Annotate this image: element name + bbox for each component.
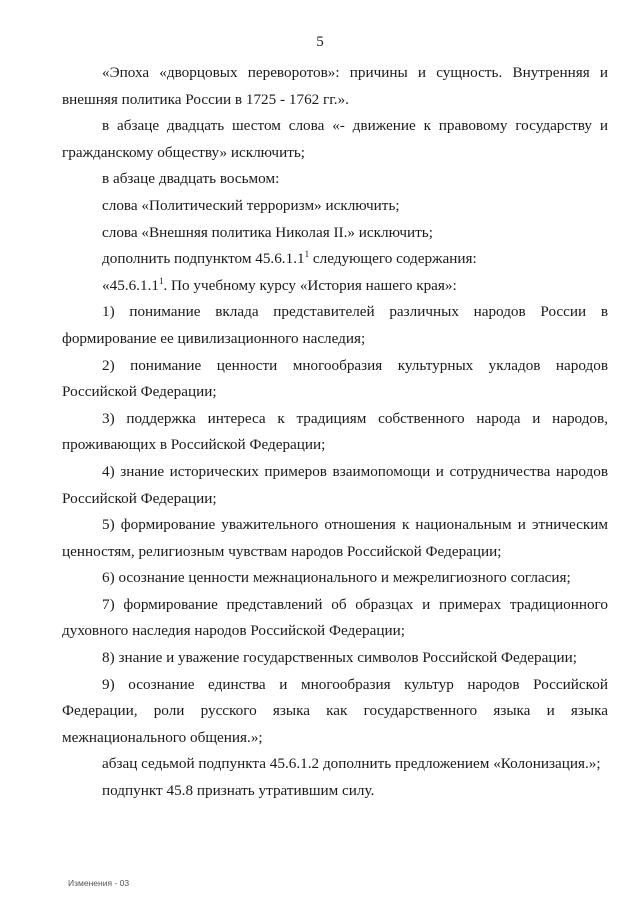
paragraph xyxy=(62,273,608,300)
paragraph: «Эпоха «дворцовых переворотов»: причины и сущность. Внутренняя и внешняя политика России в 1725 - 1762 гг.». xyxy=(62,64,608,108)
paragraph: в абзаце двадцать шестом слова «- движение к правовому государству и гражданскому обществу» исключить; xyxy=(62,117,608,161)
paragraph: слова «Внешняя политика Николая II.» исключить; xyxy=(102,223,433,241)
paragraph: слова «Политический терроризм» исключить; xyxy=(102,196,400,214)
list-item: 7) формирование представлений об образцах и примерах традиционного духовного наследия народов Российской Федерации; xyxy=(62,595,608,640)
paragraph-text: . По учебному курсу «История нашего края»: xyxy=(163,276,457,294)
footer-label: Изменения - 03 xyxy=(68,878,130,888)
paragraph: в абзаце двадцать восьмом: xyxy=(102,170,280,188)
list-item: 6) осознание ценности межнационального и межрелигиозного согласия; xyxy=(102,569,571,587)
superscript: 1 xyxy=(158,275,164,286)
paragraph xyxy=(62,246,608,273)
list-item: 8) знание и уважение государственных символов Российской Федерации; xyxy=(102,649,577,667)
list-item: 3) поддержка интереса к традициям собственного народа и народов, проживающих в Российской Федерации; xyxy=(62,409,608,454)
paragraph-text: дополнить подпунктом 45.6.1.1 xyxy=(102,250,305,268)
paragraph: абзац седьмой подпункта 45.6.1.2 дополнить предложением «Колонизация.»; xyxy=(102,755,601,773)
list-item: 2) понимание ценности многообразия культурных укладов народов Российской Федерации; xyxy=(62,356,608,401)
list-item: 1) понимание вклада представителей различных народов России в формирование ее цивилизационного наследия; xyxy=(62,303,608,347)
page-number: 5 xyxy=(316,34,324,50)
paragraph-text: «45.6.1.1 xyxy=(102,276,159,294)
document-body xyxy=(62,60,608,805)
list-item: 9) осознание единства и многообразия культур народов Российской Федерации, роли русского языка как государственного языка и языка межнационального общения.»; xyxy=(62,675,608,746)
paragraph-text: следующего содержания: xyxy=(309,250,477,268)
list-item: 4) знание исторических примеров взаимопомощи и сотрудничества народов Российской Федерации; xyxy=(62,462,608,507)
superscript: 1 xyxy=(304,249,310,260)
list-item: 5) формирование уважительного отношения к национальным и этническим ценностям, религиозным чувствам народов Российской Федерации; xyxy=(62,516,608,560)
paragraph: подпункт 45.8 признать утратившим силу. xyxy=(102,782,375,800)
